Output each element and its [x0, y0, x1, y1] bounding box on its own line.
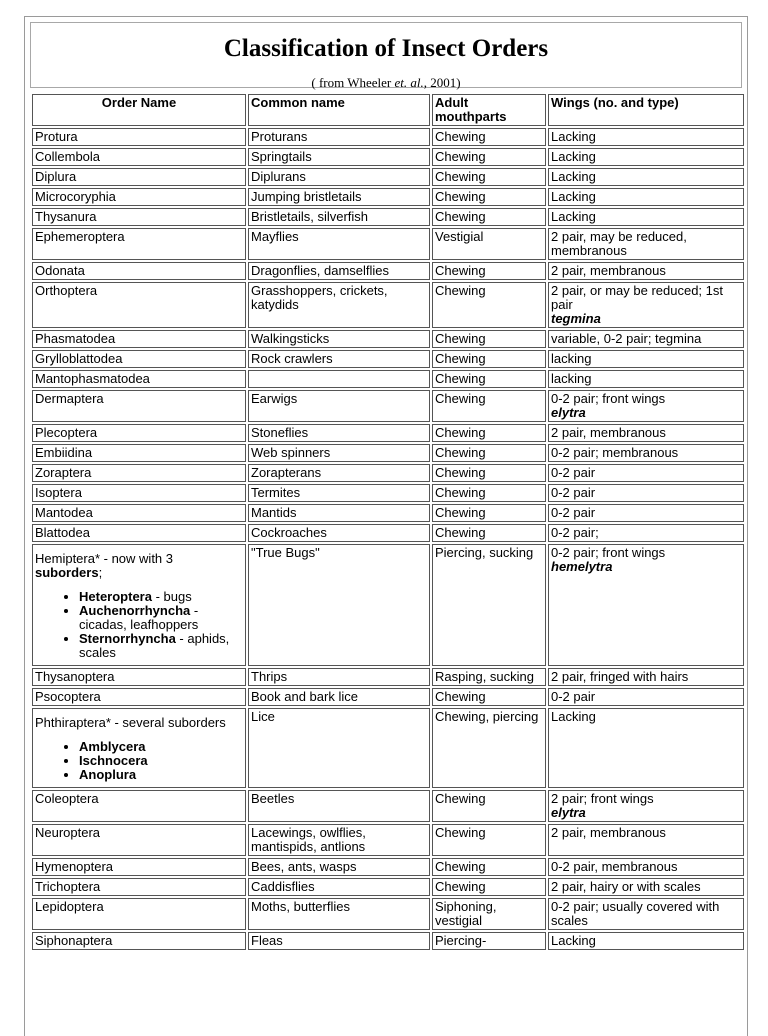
header-common-name: Common name: [248, 94, 430, 126]
mouthparts-cell: Chewing: [432, 390, 546, 422]
wings-cell: 0-2 pair: [548, 484, 744, 502]
mouthparts-cell: Vestigial: [432, 228, 546, 260]
table-row: [32, 370, 744, 388]
common-name-cell: Walkingsticks: [248, 330, 430, 348]
table-row: [32, 858, 744, 876]
order-cell: Thysanura: [32, 208, 246, 226]
common-name-cell: Cockroaches: [248, 524, 430, 542]
wings-cell: lacking: [548, 370, 744, 388]
mouthparts-cell: Chewing: [432, 524, 546, 542]
common-name-cell: Earwigs: [248, 390, 430, 422]
order-cell: Ephemeroptera: [32, 228, 246, 260]
suborder-item: [79, 604, 243, 632]
header-order-name: Order Name: [32, 94, 246, 126]
common-name-cell: Moths, butterflies: [248, 898, 430, 930]
order-cell: Coleoptera: [32, 790, 246, 822]
citation-etal: et. al.: [394, 75, 424, 90]
suborder-desc: - aphids, scales: [79, 631, 230, 660]
wings-cell: [548, 390, 744, 422]
wings-text: 0-2 pair; front wings: [551, 391, 666, 406]
common-name-cell: Lacewings, owlflies, mantispids, antlions: [248, 824, 430, 856]
common-name-cell: Diplurans: [248, 168, 430, 186]
suborder-desc: - cicadas, leafhoppers: [79, 603, 199, 632]
mouthparts-cell: Chewing: [432, 688, 546, 706]
wings-term: elytra: [551, 805, 586, 820]
table-row: [32, 390, 744, 422]
common-name-cell: Bees, ants, wasps: [248, 858, 430, 876]
suborder-name: Auchenorrhyncha: [79, 603, 191, 618]
mouthparts-cell: Chewing: [432, 464, 546, 482]
mouthparts-cell: Chewing: [432, 424, 546, 442]
wings-cell: [548, 790, 744, 822]
order-cell: Odonata: [32, 262, 246, 280]
wings-cell: 0-2 pair, membranous: [548, 858, 744, 876]
common-name-cell: Grasshoppers, crickets, katydids: [248, 282, 430, 328]
wings-cell: Lacking: [548, 208, 744, 226]
common-name-cell: Bristletails, silverfish: [248, 208, 430, 226]
wings-cell: 0-2 pair; membranous: [548, 444, 744, 462]
wings-cell: lacking: [548, 350, 744, 368]
suborder-name: Amblycera: [79, 739, 146, 754]
table-row: [32, 168, 744, 186]
mouthparts-cell: Chewing: [432, 504, 546, 522]
wings-term: tegmina: [551, 311, 601, 326]
suborder-item: [79, 754, 243, 768]
suborder-name: Sternorrhyncha: [79, 631, 176, 646]
mouthparts-cell: Piercing, sucking: [432, 544, 546, 666]
suborder-desc: - bugs: [151, 589, 192, 604]
table-row: [32, 208, 744, 226]
mouthparts-cell: Chewing: [432, 168, 546, 186]
wings-cell: 0-2 pair;: [548, 524, 744, 542]
header-mouthparts: [432, 94, 546, 126]
order-name-intro: [35, 546, 243, 580]
common-name-cell: Rock crawlers: [248, 350, 430, 368]
table-row: [32, 464, 744, 482]
table-row: [32, 262, 744, 280]
common-name-cell: Caddisflies: [248, 878, 430, 896]
suborder-item: [79, 768, 243, 782]
table-row-hemiptera: [32, 544, 744, 666]
order-cell: Blattodea: [32, 524, 246, 542]
order-name-intro: Phthiraptera* - several suborders: [35, 715, 226, 730]
order-cell: Orthoptera: [32, 282, 246, 328]
order-cell: Plecoptera: [32, 424, 246, 442]
common-name-cell: Zorapterans: [248, 464, 430, 482]
table-row: [32, 424, 744, 442]
table-row: [32, 898, 744, 930]
wings-cell: 2 pair, membranous: [548, 262, 744, 280]
citation-prefix: ( from Wheeler: [311, 75, 395, 90]
wings-cell: 2 pair, may be reduced, membranous: [548, 228, 744, 260]
title-box: [30, 22, 742, 88]
mouthparts-cell: Chewing: [432, 444, 546, 462]
mouthparts-cell: Chewing: [432, 790, 546, 822]
order-cell: Dermaptera: [32, 390, 246, 422]
wings-term: hemelytra: [551, 559, 613, 574]
table-row: [32, 484, 744, 502]
mouthparts-cell: Piercing-: [432, 932, 546, 950]
common-name-cell: Beetles: [248, 790, 430, 822]
wings-cell: Lacking: [548, 148, 744, 166]
order-cell: Collembola: [32, 148, 246, 166]
order-cell: Mantophasmatodea: [32, 370, 246, 388]
wings-cell: 2 pair, hairy or with scales: [548, 878, 744, 896]
order-cell: Isoptera: [32, 484, 246, 502]
mouthparts-cell: Chewing: [432, 148, 546, 166]
table-row-phthiraptera: [32, 708, 744, 788]
mouthparts-cell: Chewing: [432, 824, 546, 856]
wings-cell: 0-2 pair: [548, 464, 744, 482]
common-name-cell: Lice: [248, 708, 430, 788]
wings-cell: [548, 282, 744, 328]
order-cell: Trichoptera: [32, 878, 246, 896]
citation-suffix: , 2001): [423, 75, 461, 90]
mouthparts-cell: Rasping, sucking: [432, 668, 546, 686]
wings-cell: 0-2 pair: [548, 688, 744, 706]
mouthparts-cell: Chewing: [432, 484, 546, 502]
citation: [31, 75, 741, 91]
wings-term: elytra: [551, 405, 586, 420]
table-row: [32, 504, 744, 522]
wings-cell: 2 pair, membranous: [548, 424, 744, 442]
header-wings: Wings (no. and type): [548, 94, 744, 126]
header-mouthparts-line1: Adult: [435, 95, 469, 110]
common-name-cell: Thrips: [248, 668, 430, 686]
common-name-cell: Termites: [248, 484, 430, 502]
common-name-cell: Proturans: [248, 128, 430, 146]
common-name-cell: Book and bark lice: [248, 688, 430, 706]
order-cell: [32, 544, 246, 666]
table-row: [32, 228, 744, 260]
mouthparts-cell: Chewing: [432, 370, 546, 388]
common-name-cell: Fleas: [248, 932, 430, 950]
wings-cell: [548, 544, 744, 666]
header-mouthparts-line2: mouthparts: [435, 109, 507, 124]
order-cell: Microcoryphia: [32, 188, 246, 206]
table-row: [32, 282, 744, 328]
mouthparts-cell: Chewing: [432, 282, 546, 328]
common-name-cell: Stoneflies: [248, 424, 430, 442]
mouthparts-cell: Chewing: [432, 330, 546, 348]
suborder-name: Anoplura: [79, 767, 137, 782]
mouthparts-cell: Chewing: [432, 858, 546, 876]
common-name-cell: Jumping bristletails: [248, 188, 430, 206]
table-row: [32, 330, 744, 348]
order-cell: Siphonaptera: [32, 932, 246, 950]
wings-cell: 2 pair, fringed with hairs: [548, 668, 744, 686]
suborder-list: [35, 740, 243, 782]
table-row: [32, 148, 744, 166]
table-row: [32, 444, 744, 462]
common-name-cell: [248, 370, 430, 388]
mouthparts-cell: Chewing: [432, 262, 546, 280]
order-cell: Protura: [32, 128, 246, 146]
order-cell: Grylloblattodea: [32, 350, 246, 368]
mouthparts-cell: Chewing: [432, 208, 546, 226]
table-row: [32, 790, 744, 822]
order-intro-text: Hemiptera* - now with 3: [35, 551, 173, 566]
wings-text: 0-2 pair; front wings: [551, 545, 666, 560]
wings-cell: Lacking: [548, 188, 744, 206]
common-name-cell: Mantids: [248, 504, 430, 522]
order-intro-bold: suborders: [35, 565, 99, 580]
table-row: [32, 932, 744, 950]
common-name-cell: Dragonflies, damselflies: [248, 262, 430, 280]
suborder-name: Heteroptera: [79, 589, 152, 604]
order-cell: Neuroptera: [32, 824, 246, 856]
wings-cell: 0-2 pair; usually covered with scales: [548, 898, 744, 930]
mouthparts-cell: Chewing, piercing: [432, 708, 546, 788]
table-row: [32, 668, 744, 686]
wings-cell: Lacking: [548, 128, 744, 146]
table-row: [32, 350, 744, 368]
wings-text: 2 pair; front wings: [551, 791, 654, 806]
suborder-item: [79, 632, 243, 660]
order-cell: Thysanoptera: [32, 668, 246, 686]
order-cell: Hymenoptera: [32, 858, 246, 876]
order-cell: Zoraptera: [32, 464, 246, 482]
common-name-cell: Mayflies: [248, 228, 430, 260]
order-cell: Diplura: [32, 168, 246, 186]
common-name-cell: Web spinners: [248, 444, 430, 462]
order-cell: Embiidina: [32, 444, 246, 462]
order-intro-tail: ;: [98, 565, 103, 580]
common-name-cell: "True Bugs": [248, 544, 430, 666]
common-name-cell: Springtails: [248, 148, 430, 166]
table-row: [32, 128, 744, 146]
mouthparts-cell: Chewing: [432, 188, 546, 206]
order-cell: Phasmatodea: [32, 330, 246, 348]
table-row: [32, 824, 744, 856]
table-row: [32, 188, 744, 206]
order-cell: [32, 708, 246, 788]
wings-cell: Lacking: [548, 708, 744, 788]
page-title: Classification of Insect Orders: [223, 35, 549, 62]
mouthparts-cell: Chewing: [432, 878, 546, 896]
order-cell: Mantodea: [32, 504, 246, 522]
table-row: [32, 878, 744, 896]
suborder-item: [79, 740, 243, 754]
order-cell: Psocoptera: [32, 688, 246, 706]
mouthparts-cell: Chewing: [432, 350, 546, 368]
table-row: [32, 524, 744, 542]
suborder-item: [79, 590, 243, 604]
wings-cell: variable, 0-2 pair; tegmina: [548, 330, 744, 348]
suborder-list: [35, 590, 243, 660]
suborder-name: Ischnocera: [79, 753, 148, 768]
wings-text: 2 pair, or may be reduced; 1st pair: [551, 283, 723, 312]
table-row: [32, 688, 744, 706]
order-cell: Lepidoptera: [32, 898, 246, 930]
mouthparts-cell: Chewing: [432, 128, 546, 146]
wings-cell: 0-2 pair: [548, 504, 744, 522]
table-header-row: [32, 94, 744, 126]
wings-cell: Lacking: [548, 168, 744, 186]
insect-orders-table: [30, 92, 746, 952]
wings-cell: 2 pair, membranous: [548, 824, 744, 856]
mouthparts-cell: Siphoning, vestigial: [432, 898, 546, 930]
wings-cell: Lacking: [548, 932, 744, 950]
